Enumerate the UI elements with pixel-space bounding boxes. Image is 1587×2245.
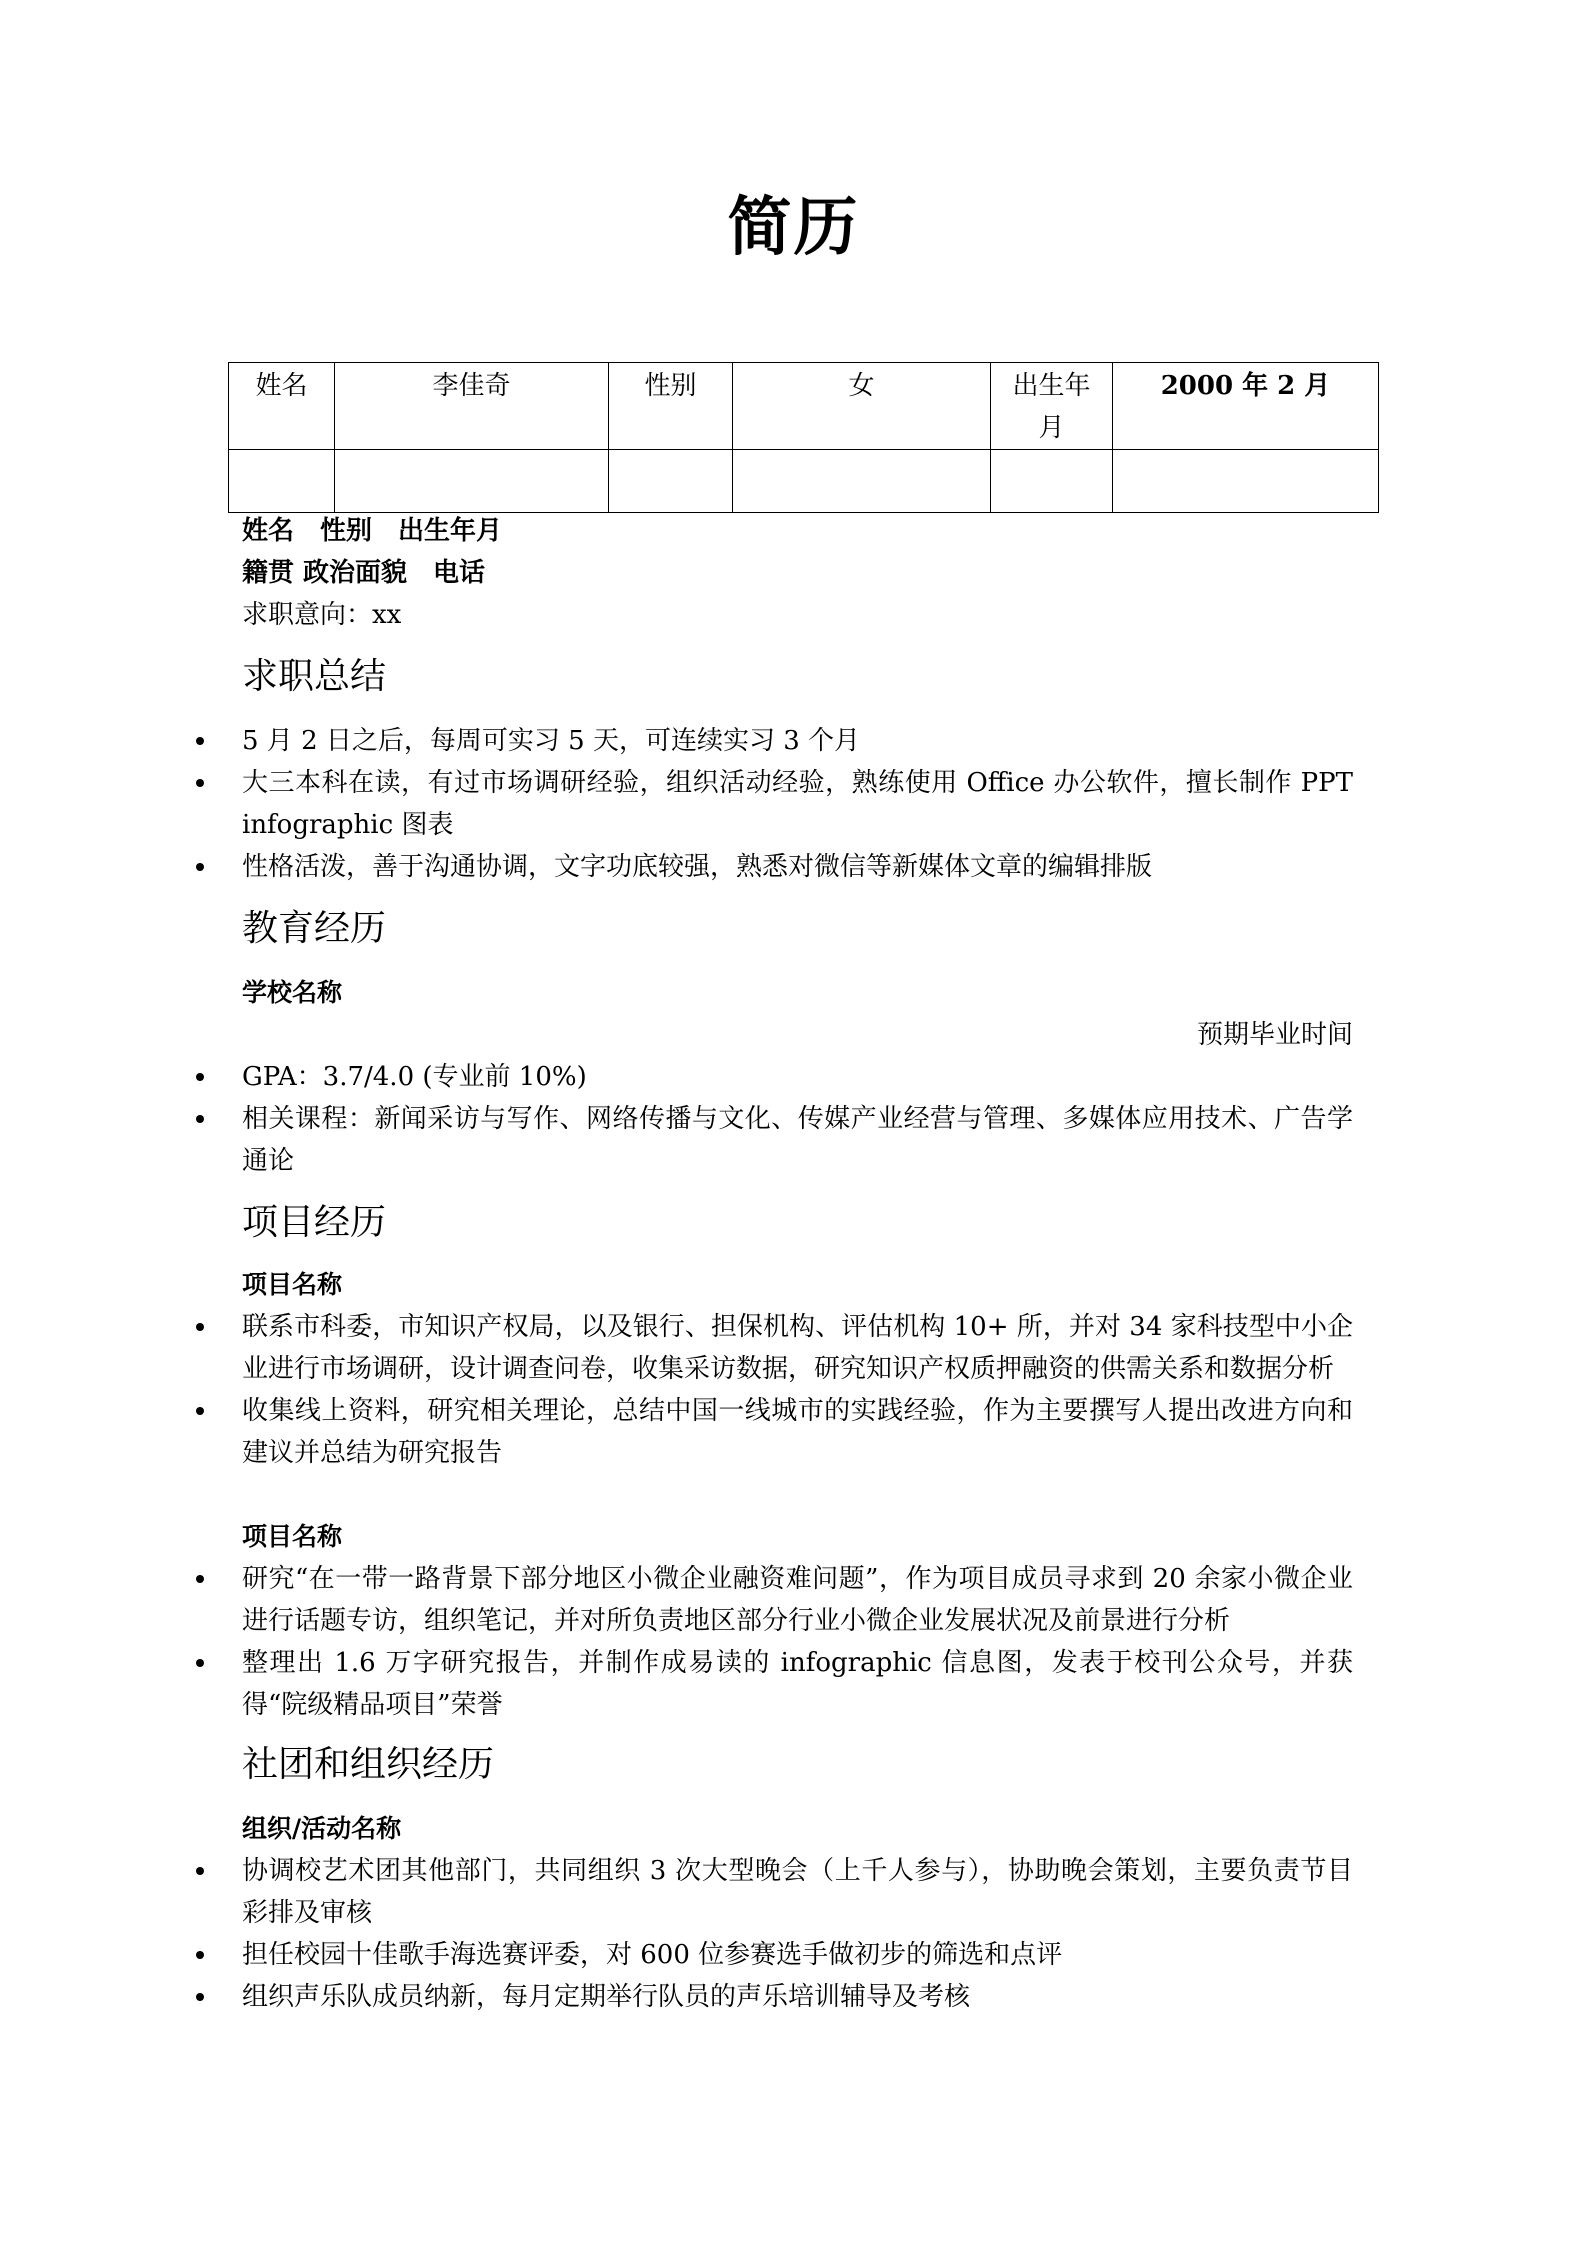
bullet-icon — [196, 1951, 204, 1959]
empty-cell — [991, 450, 1113, 513]
bullet-icon — [196, 1575, 204, 1583]
org-name: 组织/活动名称 — [242, 1814, 402, 1843]
bullet-icon — [196, 1407, 204, 1415]
project-name-1: 项目名称 — [242, 1270, 343, 1299]
bullet-icon — [196, 1867, 204, 1875]
list-item: 研究“在一带一路背景下部分地区小微企业融资难问题”，作为项目成员寻求到 20 余家小微企业进行话题专访，组织笔记，并对所负责地区部分行业小微企业发展状况及前景进行分析 — [0, 1558, 1353, 1642]
section-heading-summary: 求职总结 — [242, 656, 387, 697]
personal-info-table — [228, 362, 1379, 513]
project-name-2: 项目名称 — [242, 1522, 343, 1551]
graduation-time: 预期毕业时间 — [1196, 1020, 1353, 1050]
bullet-icon — [196, 1073, 204, 1081]
birth-value: 2000 年 2 月 — [1113, 363, 1379, 450]
list-item: 大三本科在读，有过市场调研经验，组织活动经验，熟练使用 Office 办公软件，擅长制作 PPT infographic 图表 — [0, 762, 1353, 846]
gender-value: 女 — [733, 363, 991, 450]
list-item: 性格活泼，善于沟通协调，文字功底较强，熟悉对微信等新媒体文章的编辑排版 — [0, 846, 1353, 888]
empty-cell — [1113, 450, 1379, 513]
info-line-2: 籍贯 政治面貌 电话 — [242, 558, 486, 588]
bullet-icon — [196, 737, 204, 745]
school-name: 学校名称 — [242, 978, 343, 1007]
name-label: 姓名 — [229, 363, 335, 450]
empty-cell — [229, 450, 335, 513]
section-heading-clubs: 社团和组织经历 — [242, 1744, 495, 1785]
empty-cell — [609, 450, 733, 513]
project-1-list — [0, 1306, 1353, 1474]
birth-label: 出生年月 — [991, 363, 1113, 450]
table-row — [229, 363, 1379, 450]
list-item: 组织声乐队成员纳新，每月定期举行队员的声乐培训辅导及考核 — [0, 1976, 1353, 2018]
list-item: 5 月 2 日之后，每周可实习 5 天，可连续实习 3 个月 — [0, 720, 1353, 762]
empty-cell — [733, 450, 991, 513]
list-item: 联系市科委，市知识产权局，以及银行、担保机构、评估机构 10+ 所，并对 34 家科技型中小企业进行市场调研，设计调查问卷，收集采访数据，研究知识产权质押融资的供需关系和数据分析 — [0, 1306, 1353, 1390]
list-item: 相关课程：新闻采访与写作、网络传播与文化、传媒产业经营与管理、多媒体应用技术、广告学通论 — [0, 1098, 1353, 1182]
list-item: 整理出 1.6 万字研究报告，并制作成易读的 infographic 信息图，发表于校刊公众号，并获得“院级精品项目”荣誉 — [0, 1642, 1353, 1726]
bullet-icon — [196, 779, 204, 787]
bullet-icon — [196, 1993, 204, 2001]
clubs-list — [0, 1850, 1353, 2018]
bullet-icon — [196, 1659, 204, 1667]
name-value: 李佳奇 — [335, 363, 609, 450]
job-intent: 求职意向：xx — [242, 600, 402, 630]
list-item: 收集线上资料，研究相关理论，总结中国一线城市的实践经验，作为主要撰写人提出改进方向和建议并总结为研究报告 — [0, 1390, 1353, 1474]
info-line-1: 姓名 性别 出生年月 — [242, 516, 503, 546]
page-title: 简历 — [727, 190, 860, 265]
section-heading-projects: 项目经历 — [242, 1202, 387, 1243]
summary-list — [0, 720, 1353, 888]
table-row — [229, 450, 1379, 513]
list-item: 协调校艺术团其他部门，共同组织 3 次大型晚会（上千人参与），协助晚会策划，主要负责节目彩排及审核 — [0, 1850, 1353, 1934]
list-item: GPA：3.7/4.0 (专业前 10%) — [0, 1056, 1353, 1098]
section-heading-education: 教育经历 — [242, 908, 387, 949]
empty-cell — [335, 450, 609, 513]
bullet-icon — [196, 1323, 204, 1331]
list-item: 担任校园十佳歌手海选赛评委，对 600 位参赛选手做初步的筛选和点评 — [0, 1934, 1353, 1976]
education-list — [0, 1056, 1353, 1182]
project-2-list — [0, 1558, 1353, 1726]
gender-label: 性别 — [609, 363, 733, 450]
bullet-icon — [196, 1115, 204, 1123]
bullet-icon — [196, 863, 204, 871]
